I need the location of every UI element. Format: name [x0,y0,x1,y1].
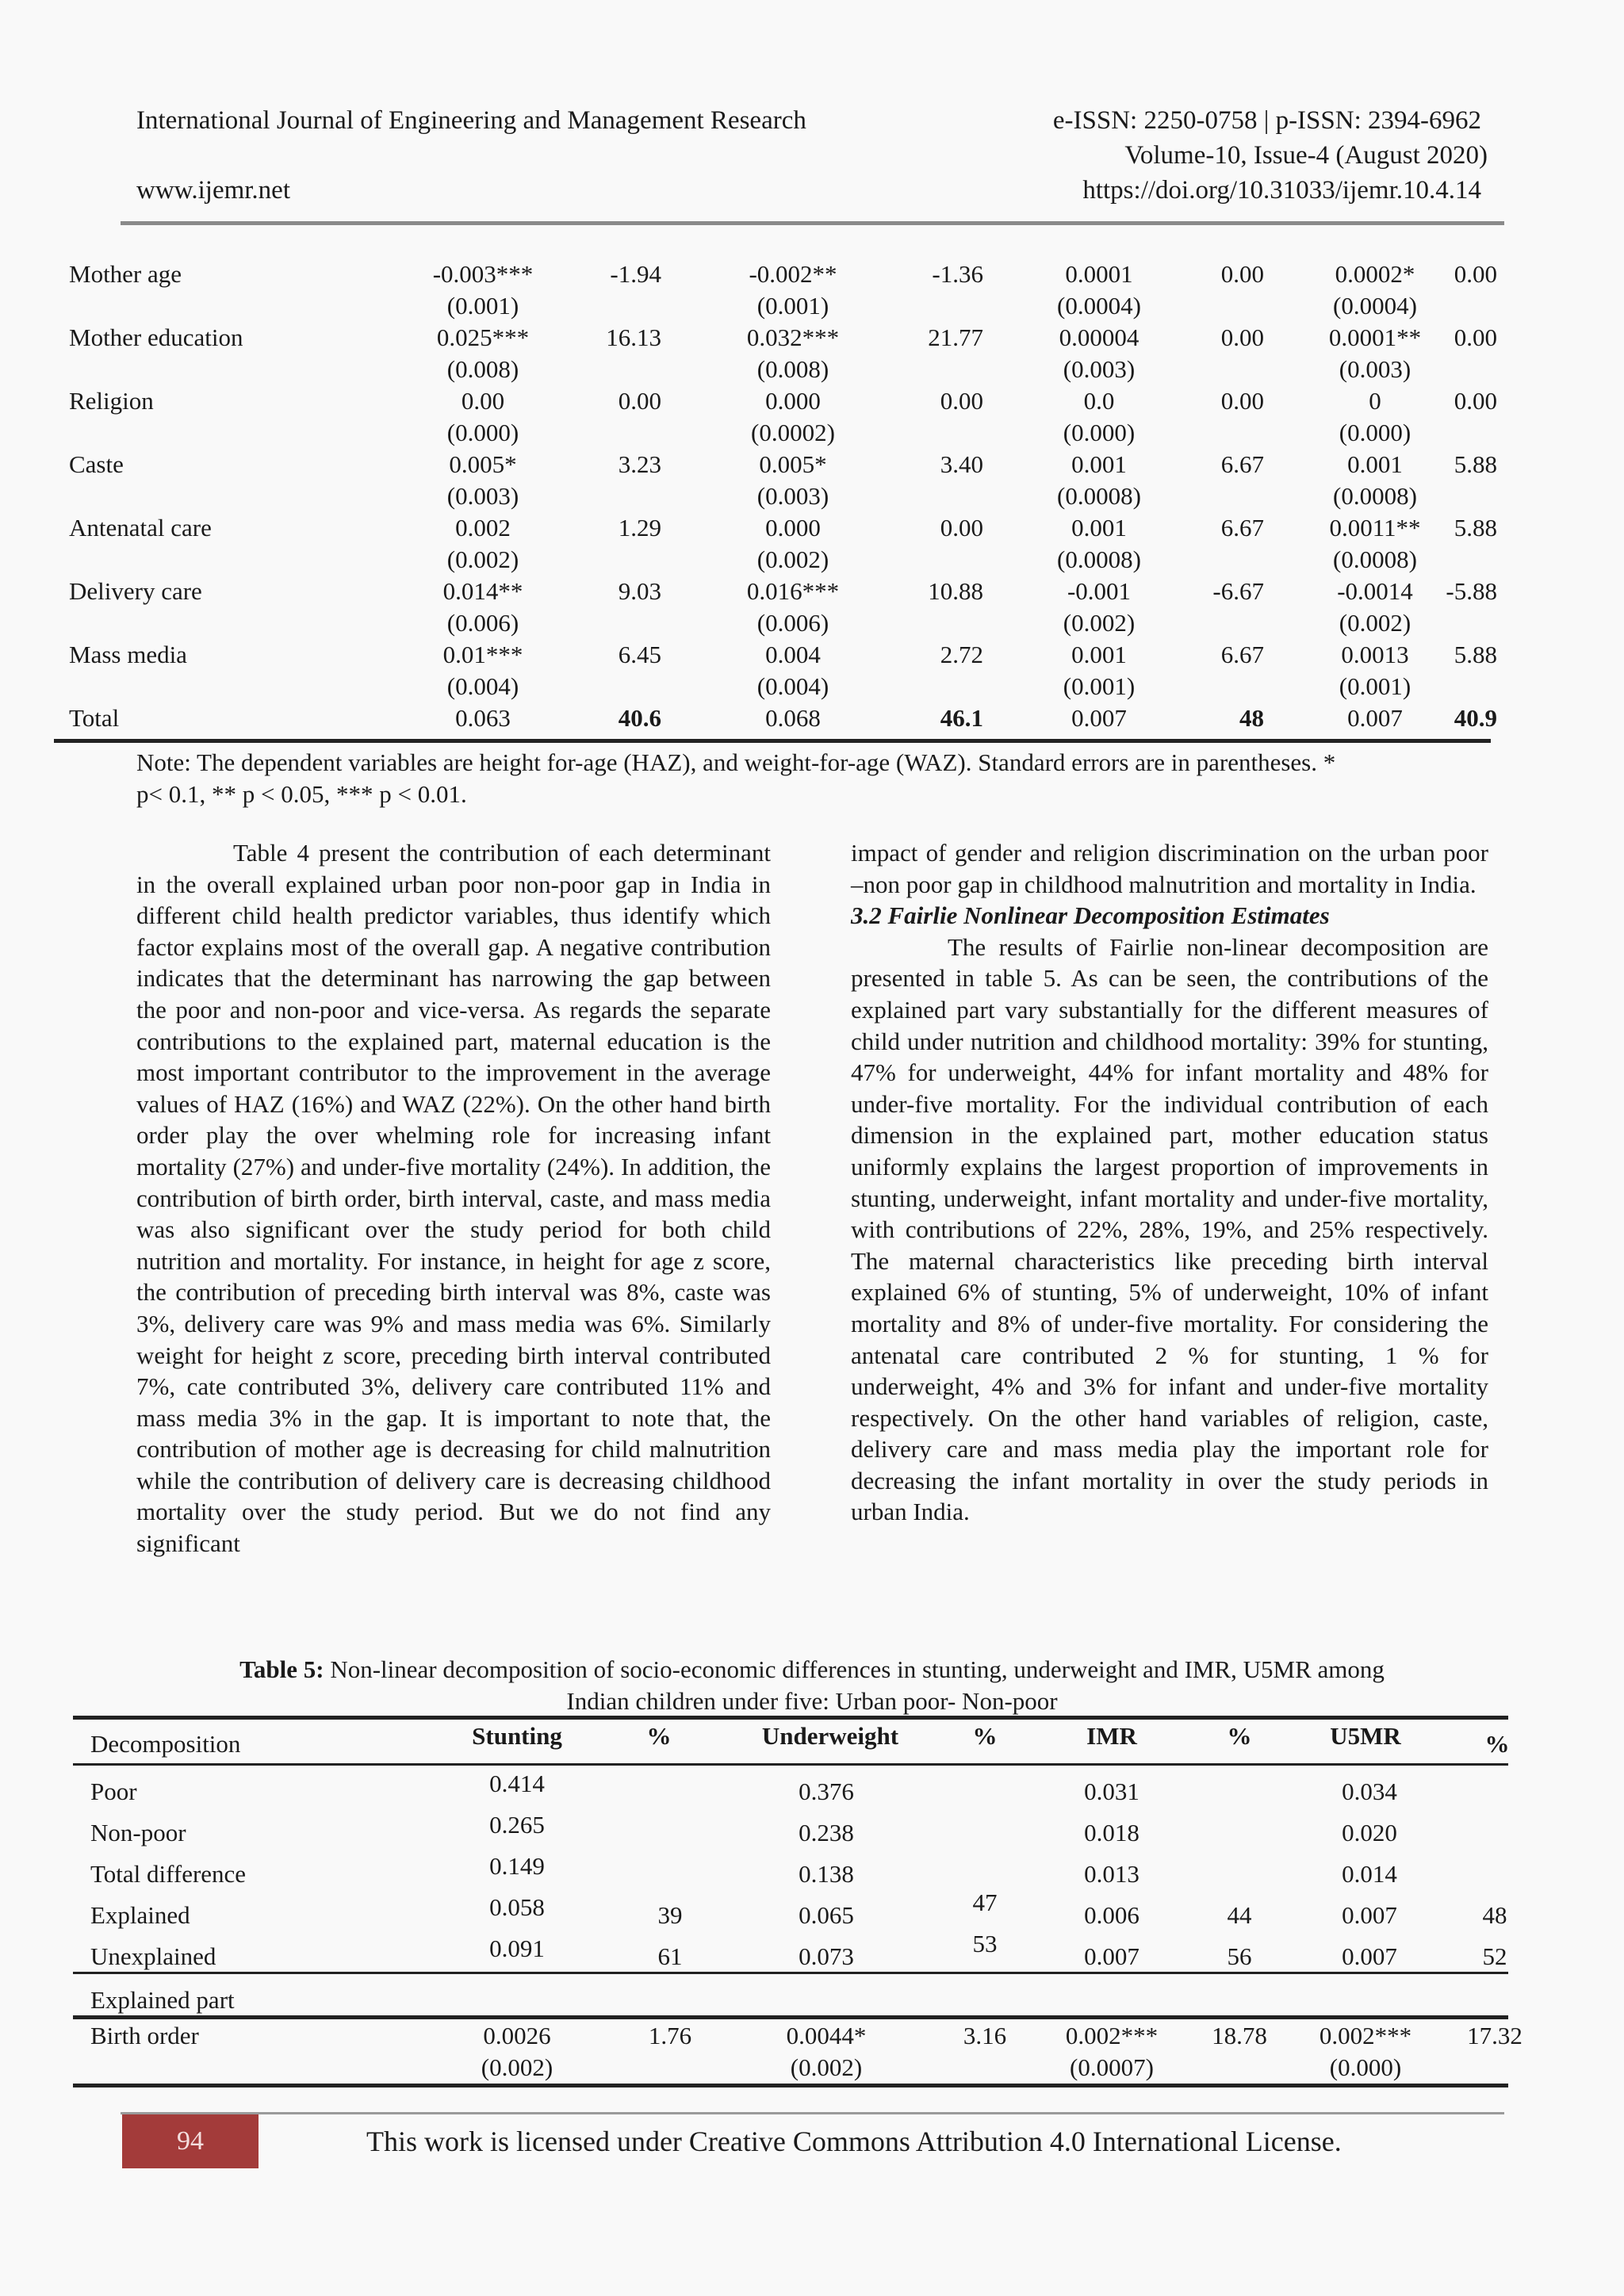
cell-se: (0.004) [756,672,829,700]
cell-pct: 9.03 [618,577,661,605]
cell-value: 0.0001** [1328,323,1422,351]
row-label: Explained part [90,1986,235,2014]
cell-pct: 40.6 [618,704,661,732]
table-row [0,385,1624,449]
caption-text: Non-linear decomposition of socio-economic differences in stunting, underweight and IMR, U5MR among [330,1655,1385,1683]
cell-pct: 39 [657,1901,683,1929]
row-label: Religion [69,387,154,415]
cell-value: 0.001 [1071,450,1127,478]
table-row [0,449,1624,512]
cell-value: -0.0014 [1337,577,1413,605]
cell-value: 0.058 [489,1893,545,1921]
cell-se: (0.000) [446,419,519,446]
cell-se: (0.002) [481,2053,553,2081]
cell-pct: 5.88 [1454,641,1497,668]
cell-se: (0.0008) [1057,545,1141,573]
cell-se: (0.003) [756,482,829,510]
header-pct: % [1227,1722,1252,1750]
cell-value: 0.149 [489,1852,545,1880]
cell-se: (0.003) [1063,355,1136,383]
table-row [0,322,1624,385]
cell-pct: 3.16 [963,2022,1007,2049]
cell-value: 0.007 [1084,1942,1139,1970]
cell-pct: 47 [972,1888,998,1916]
cell-value: 0.013 [1084,1860,1139,1888]
table4-bottom-rule [54,739,1491,743]
cell-se: (0.0002) [751,419,835,446]
paragraph: impact of gender and religion discrimination on the urban poor –non poor gap in childhood malnutrition and mortality in India. [851,839,1488,898]
cell-value: 0.073 [799,1942,854,1970]
cell-value: 0.031 [1084,1777,1139,1805]
note-line: Note: The dependent variables are height for-age (HAZ), and weight-for-age (WAZ). Standard errors are in parentheses. * [136,748,1336,776]
cell-pct: 6.45 [618,641,661,668]
row-label: Birth order [90,2022,199,2049]
cell-se: (0.000) [1063,419,1136,446]
cell-se: (0.004) [446,672,519,700]
table5-top-rule [73,1716,1508,1720]
cell-pct: 5.88 [1454,450,1497,478]
row-label: Total [69,704,120,732]
cell-se: (0.001) [1063,672,1136,700]
cell-value: 0.0011** [1329,514,1421,541]
cell-pct: -1.94 [610,260,661,288]
cell-value: 0.032*** [746,323,840,351]
cell-value: 0.007 [1347,704,1403,732]
cell-value: -0.003*** [432,260,534,288]
cell-value: 0.0013 [1341,641,1409,668]
row-label: Mother age [69,260,182,288]
cell-value: 0.016*** [746,577,840,605]
header-pct: % [972,1722,998,1750]
cell-value: 0.018 [1084,1819,1139,1846]
cell-pct: 2.72 [940,641,983,668]
running-header [136,103,1488,208]
row-label: Unexplained [90,1942,216,1970]
header-decomposition: Decomposition [90,1730,241,1758]
cell-pct: 0.00 [1454,323,1497,351]
row-label: Delivery care [69,577,202,605]
cell-se: (0.000) [1339,419,1411,446]
header-underweight: Underweight [761,1722,899,1750]
cell-se: (0.002) [1063,609,1136,637]
row-label: Mass media [69,641,187,668]
header-pct: % [646,1722,672,1750]
cell-se: (0.006) [756,609,829,637]
cell-se: (0.0004) [1057,292,1141,320]
cell-se: (0.001) [756,292,829,320]
cell-value: 0.014 [1342,1860,1397,1888]
cell-value: 0.002*** [1319,2022,1412,2049]
cell-pct: 17.32 [1467,2022,1522,2049]
cell-value: 0.000 [765,514,821,541]
cell-value: 0.0026 [483,2022,551,2049]
cell-pct: 5.88 [1454,514,1497,541]
cell-value: 0.020 [1342,1819,1397,1846]
cell-pct: 10.88 [928,577,983,605]
cell-pct: 40.9 [1454,704,1497,732]
table5-mid-rule [73,1972,1508,1974]
cell-se: (0.0007) [1070,2053,1154,2081]
table5-header-rule [73,1763,1508,1766]
doi-link[interactable]: https://doi.org/10.31033/ijemr.10.4.14 [1082,176,1481,205]
table5-caption [119,1654,1505,1717]
cell-value: 0.001 [1347,450,1403,478]
cell-value: 0.01*** [442,641,523,668]
cell-pct: 0.00 [1220,260,1264,288]
cell-value: 0.007 [1342,1901,1397,1929]
cell-value: -0.002** [749,260,837,288]
table-row [0,576,1624,639]
cell-pct: 48 [1482,1901,1507,1929]
cell-value: 0.00004 [1059,323,1139,351]
header-stunting: Stunting [472,1722,562,1750]
cell-pct: 18.78 [1212,2022,1267,2049]
cell-value: 0.414 [489,1770,545,1797]
cell-pct: 53 [972,1930,998,1957]
row-label: Non-poor [90,1819,186,1846]
cell-pct: -5.88 [1446,577,1497,605]
cell-value: 0.005* [449,450,517,478]
cell-value: 0.025*** [436,323,530,351]
table-total-row [0,702,1624,734]
row-label: Poor [90,1777,137,1805]
cell-value: 0.091 [489,1934,545,1962]
table-row [0,512,1624,576]
cell-pct: 0.00 [618,387,661,415]
cell-pct: 0.00 [1454,387,1497,415]
issn-info: e-ISSN: 2250-0758 | p-ISSN: 2394-6962 [1052,106,1481,135]
cell-pct: 16.13 [606,323,661,351]
cell-value: 0.138 [799,1860,854,1888]
table-row [0,639,1624,702]
right-column [851,837,1488,1528]
cell-se: (0.006) [446,609,519,637]
header-imr: IMR [1086,1722,1137,1750]
cell-pct: 0.00 [940,387,983,415]
paragraph: Table 4 present the contribution of each determinant in the overall explained urban poor non-poor gap in India in different child health predictor variables, thus identify which factor explains most of the overall gap. A negative contribution indicates that the determinant has narrowing the gap between the poor and non-poor and vice-versa. As regards the separate contributions to the explained part, maternal education is the most important contributor to the improvement in the average values of HAZ (16%) and WAZ (22%). On the other hand birth order play the over whelming role for increasing infant mortality (27%) and under-five mortality (24%). In addition, the contribution of birth order, birth interval, caste, and mass media was also significant over the study period for both child nutrition and mortality. For instance, in height for age z score, the contribution of preceding birth interval was 8%, caste was 3%, delivery care was 9% and mass media was 6%. Similarly weight for height z score, preceding birth interval contributed 7%, cate contributed 3%, delivery care contributed 11% and mass media 3% in the gap. It is important to note that, the contribution of mother age is decreasing for child malnutrition while the contribution of delivery care is decreasing childhood mortality over the study period. But we do not find any significant [136,839,771,1558]
cell-value: 0.0002* [1335,260,1415,288]
cell-value: -0.001 [1067,577,1132,605]
table5-section-rule [73,2015,1508,2019]
license-notice: This work is licensed under Creative Commons Attribution 4.0 International License. [366,2126,1342,2157]
note-line: p< 0.1, ** p < 0.05, *** p < 0.01. [136,780,467,808]
header-u5mr: U5MR [1330,1722,1401,1750]
cell-value: 0.007 [1342,1942,1397,1970]
cell-pct: 1.76 [648,2022,692,2049]
cell-se: (0.001) [1339,672,1411,700]
cell-se: (0.003) [1339,355,1411,383]
caption-label: Table 5: [239,1655,324,1683]
cell-pct: 6.67 [1220,514,1264,541]
cell-value: 0.004 [765,641,821,668]
paragraph: The results of Fairlie non-linear decomposition are presented in table 5. As can be seen, the contributions of the explained part vary substantially for the different measures of child under nutrition and childhood mortality: 39% for stunting, 47% for underweight, 44% for infant mortality and 48% for under-five mortality. For the individual contribution of each dimension in the explained part, mother education status uniformly explains the largest proportion of improvements in stunting, underweight, infant mortality and under-five mortality, with contributions of 22%, 28%, 19%, and 25% respectively. The maternal characteristics like preceding birth interval explained 6% of stunting, 5% of underweight, 10% of infant mortality and 8% of under-five mortality. For considering the antenatal care contributed 2 % for stunting, 1 % for underweight, 4% and 3% for infant and under-five mortality respectively. On the other hand variables of religion, caste, delivery care and mass media play the important role for decreasing the infant mortality in over the study periods in urban India. [851,932,1488,1526]
table-header-row [0,1720,1624,1762]
cell-se: (0.0004) [1333,292,1417,320]
cell-pct: 61 [657,1942,683,1970]
cell-se: (0.008) [446,355,519,383]
page-number: 94 [122,2114,259,2168]
cell-value: 0.238 [799,1819,854,1846]
cell-pct: 0.00 [1454,260,1497,288]
cell-value: 0.001 [1071,514,1127,541]
cell-pct: 21.77 [928,323,983,351]
volume-info: Volume-10, Issue-4 (August 2020) [1124,141,1488,170]
cell-value: 0.00 [461,387,505,415]
cell-value: 0.068 [765,704,821,732]
row-label: Explained [90,1901,190,1929]
cell-value: 0.065 [799,1901,854,1929]
cell-value: 0.007 [1071,704,1127,732]
cell-pct: 44 [1227,1901,1252,1929]
cell-value: 0.001 [1071,641,1127,668]
table-row [0,258,1624,322]
cell-se: (0.001) [446,292,519,320]
cell-pct: 0.00 [940,514,983,541]
footer-divider [121,2112,1504,2114]
cell-value: 0.063 [455,704,511,732]
cell-value: 0.006 [1084,1901,1139,1929]
table4-note [136,747,1484,810]
header-divider [121,221,1504,225]
cell-pct: -1.36 [932,260,983,288]
cell-pct: 52 [1482,1942,1507,1970]
cell-pct: 3.23 [618,450,661,478]
cell-value: 0.002 [455,514,511,541]
header-pct: % [1484,1730,1510,1758]
cell-value: 0.0044* [786,2022,867,2049]
cell-value: 0.000 [765,387,821,415]
journal-website[interactable]: www.ijemr.net [136,176,290,205]
cell-se: (0.008) [756,355,829,383]
cell-value: 0.034 [1342,1777,1397,1805]
cell-pct: 46.1 [940,704,983,732]
cell-se: (0.003) [446,482,519,510]
row-label: Antenatal care [69,514,212,541]
table-row [0,2020,1624,2084]
table5-bottom-rule [73,2084,1508,2087]
cell-se: (0.002) [446,545,519,573]
row-label: Caste [69,450,124,478]
section-heading: 3.2 Fairlie Nonlinear Decomposition Estimates [851,901,1330,930]
cell-pct: 3.40 [940,450,983,478]
cell-pct: 0.00 [1220,387,1264,415]
cell-pct: 1.29 [618,514,661,541]
cell-se: (0.002) [1339,609,1411,637]
cell-value: 0.265 [489,1811,545,1839]
cell-pct: -6.67 [1212,577,1264,605]
row-label: Mother education [69,323,243,351]
cell-se: (0.002) [790,2053,863,2081]
cell-pct: 48 [1239,704,1264,732]
cell-value: 0.014** [442,577,523,605]
cell-pct: 6.67 [1220,641,1264,668]
cell-se: (0.002) [756,545,829,573]
cell-se: (0.0008) [1057,482,1141,510]
cell-value: 0.376 [799,1777,854,1805]
cell-value: 0.002*** [1065,2022,1159,2049]
cell-value: 0 [1369,387,1381,415]
cell-pct: 56 [1227,1942,1252,1970]
left-column [136,837,771,1559]
cell-value: 0.005* [759,450,827,478]
caption-line: Indian children under five: Urban poor- Non-poor [566,1687,1058,1715]
cell-se: (0.0008) [1333,482,1417,510]
cell-se: (0.000) [1329,2053,1402,2081]
cell-pct: 0.00 [1220,323,1264,351]
cell-se: (0.0008) [1333,545,1417,573]
cell-pct: 6.67 [1220,450,1264,478]
cell-value: 0.0001 [1065,260,1133,288]
journal-title: International Journal of Engineering and Management Research [136,106,806,135]
cell-value: 0.0 [1083,387,1115,415]
row-label: Total difference [90,1860,247,1888]
